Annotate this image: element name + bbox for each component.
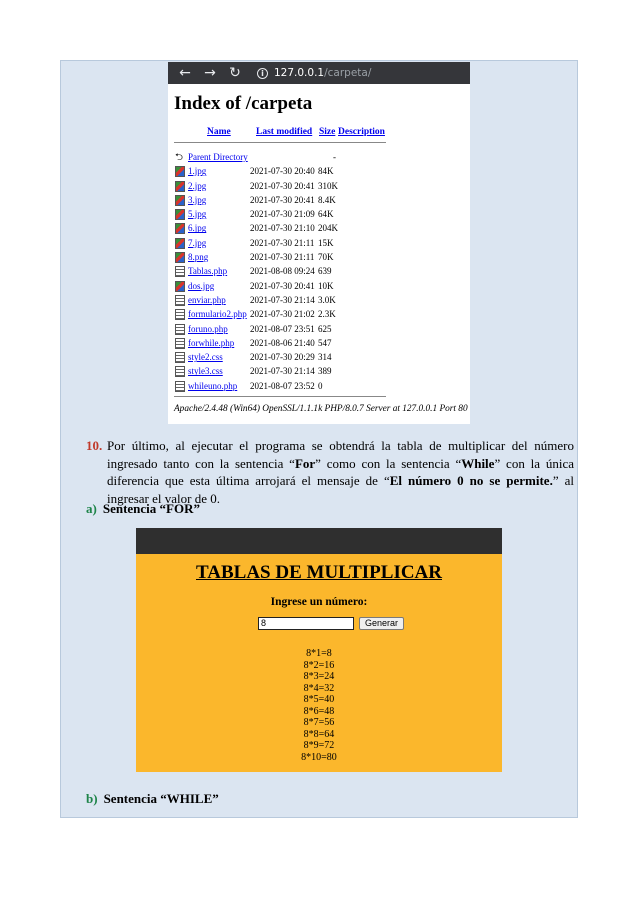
text-run: ” con la única diferencia que esta última arrojará el mensaje de “: [107, 455, 574, 488]
file-link[interactable]: whileuno.php: [188, 380, 238, 391]
file-row: [168, 193, 470, 207]
file-link[interactable]: Tablas.php: [188, 266, 228, 277]
file-link[interactable]: 7.jpg: [188, 237, 207, 248]
file-link[interactable]: formulario2.php: [188, 309, 247, 320]
results-list: [136, 648, 502, 763]
browser-top-bar: [136, 528, 502, 554]
file-list: [168, 150, 470, 393]
section-b-heading: [86, 791, 219, 807]
bold-run: For: [294, 455, 316, 471]
section-letter: b): [86, 791, 98, 806]
result-line: 8*7=56: [303, 717, 335, 728]
file-row: [168, 179, 470, 193]
parent-directory-link[interactable]: Parent Directory: [188, 152, 248, 162]
file-date: 2021-07-30 21:10: [250, 223, 315, 234]
text-run: Por último, al ejecutar el programa se obtendrá la tabla de multiplicar del número ingresado tanto con la sentencia “: [107, 438, 574, 471]
column-description-link[interactable]: Description: [338, 127, 385, 137]
file-row: [168, 293, 470, 307]
file-link[interactable]: 1.jpg: [188, 166, 207, 177]
file-link[interactable]: forwhile.php: [188, 337, 235, 348]
file-date: 2021-07-30 20:40: [250, 166, 315, 177]
text-run: ” al ingresar el valor de 0.: [107, 473, 574, 506]
file-size: 10K: [318, 280, 334, 291]
number-form: [258, 617, 404, 630]
url-host: 127.0.0.1: [274, 67, 325, 79]
file-date: 2021-07-30 20:41: [250, 280, 315, 291]
file-date: 2021-08-08 09:24: [250, 266, 315, 277]
result-line: 8*2=16: [303, 659, 335, 671]
text-file-icon: [175, 366, 185, 377]
file-size: 64K: [318, 209, 334, 220]
result-line: 8*10=80: [301, 751, 337, 763]
file-row: [168, 350, 470, 364]
forward-arrow-icon[interactable]: →: [204, 65, 216, 81]
file-size: 2.3K: [318, 309, 336, 320]
file-size: 0: [318, 380, 323, 391]
divider: [174, 142, 386, 143]
column-size-link[interactable]: Size: [319, 127, 336, 137]
bold-run: El número 0 no se permite.: [389, 473, 553, 488]
file-date: 2021-07-30 21:14: [250, 366, 315, 377]
file-row: [168, 364, 470, 378]
text-file-icon: [175, 352, 185, 363]
file-row: [168, 379, 470, 393]
text-file-icon: [175, 266, 185, 277]
file-link[interactable]: 2.jpg: [188, 180, 207, 191]
generate-button[interactable]: Generar: [359, 617, 404, 630]
file-row: [168, 164, 470, 178]
section-label: Sentencia “WHILE”: [103, 791, 219, 806]
index-title: Index of /carpeta: [174, 93, 313, 114]
image-icon: [175, 181, 185, 192]
file-link[interactable]: style3.css: [188, 366, 223, 377]
server-signature: Apache/2.4.48 (Win64) OpenSSL/1.1.1k PHP/8.0.7 Server at 127.0.0.1 Port 80: [174, 404, 468, 414]
file-date: 2021-07-30 21:11: [250, 252, 315, 263]
file-row: [168, 236, 470, 250]
back-arrow-icon: ⮌: [175, 152, 184, 163]
file-size: 389: [318, 366, 332, 377]
tables-app-screenshot: [136, 528, 502, 772]
item-10-paragraph: [86, 437, 574, 507]
image-icon: [175, 223, 185, 234]
file-date: 2021-07-30 20:41: [250, 180, 315, 191]
file-size: 547: [318, 337, 332, 348]
text-run: ” como con la sentencia “: [315, 455, 462, 471]
column-headers: [168, 127, 470, 143]
bold-run: While: [461, 455, 495, 471]
image-icon: [175, 281, 185, 292]
file-link[interactable]: foruno.php: [188, 323, 228, 334]
file-date: 2021-08-06 21:40: [250, 337, 315, 348]
file-size: 15K: [318, 237, 334, 248]
text-file-icon: [175, 338, 185, 349]
result-line: 8*4=32: [303, 682, 335, 694]
file-link[interactable]: style2.css: [188, 352, 223, 363]
file-link[interactable]: dos.jpg: [188, 280, 215, 291]
file-row: [168, 279, 470, 293]
file-size: 204K: [318, 223, 338, 234]
file-row: [168, 322, 470, 336]
section-letter: a): [86, 501, 97, 516]
result-line: 8*5=40: [303, 694, 335, 705]
text-file-icon: [175, 295, 185, 306]
number-input[interactable]: 8: [258, 617, 354, 630]
reload-icon[interactable]: ↻: [229, 65, 241, 81]
file-date: 2021-08-07 23:52: [250, 380, 315, 391]
item-10-text: [86, 437, 574, 507]
parent-size: -: [333, 152, 336, 162]
file-link[interactable]: 5.jpg: [188, 209, 207, 220]
file-date: 2021-08-07 23:51: [250, 323, 315, 334]
text-file-icon: [175, 309, 185, 320]
result-line: 8*9=72: [303, 740, 335, 751]
number-prompt: Ingrese un número:: [270, 596, 368, 608]
result-line: 8*3=24: [303, 671, 335, 682]
file-size: 639: [318, 266, 332, 277]
file-link[interactable]: 8.png: [188, 252, 209, 263]
section-label: Sentencia “FOR”: [102, 501, 200, 516]
result-line: 8*8=64: [303, 728, 335, 740]
section-a-heading: [86, 501, 200, 517]
file-row: [168, 207, 470, 221]
result-line: 8*6=48: [303, 705, 335, 717]
file-date: 2021-07-30 21:09: [250, 209, 315, 220]
file-size: 314: [318, 352, 332, 363]
file-date: 2021-07-30 21:11: [250, 237, 315, 248]
file-date: 2021-07-30 20:41: [250, 194, 315, 205]
image-icon: [175, 252, 185, 263]
column-modified-link[interactable]: Last modified: [256, 127, 313, 137]
file-row: [168, 336, 470, 350]
divider: [174, 396, 386, 397]
file-size: 310K: [318, 180, 338, 191]
image-icon: [175, 166, 185, 177]
directory-index-screenshot: [168, 62, 470, 424]
file-row: [168, 307, 470, 321]
file-size: 625: [318, 323, 332, 334]
item-number: 10.: [86, 438, 103, 453]
file-size: 3.0K: [318, 294, 336, 305]
image-icon: [175, 195, 185, 206]
file-link[interactable]: 3.jpg: [188, 194, 207, 205]
file-size: 8.4K: [318, 194, 336, 205]
file-row: [168, 221, 470, 235]
info-icon[interactable]: i: [257, 68, 268, 79]
file-link[interactable]: enviar.php: [188, 294, 226, 305]
image-icon: [175, 238, 185, 249]
file-date: 2021-07-30 21:14: [250, 294, 315, 305]
app-title: TABLAS DE MULTIPLICAR: [196, 562, 442, 583]
column-name-link[interactable]: Name: [207, 127, 231, 137]
back-arrow-icon[interactable]: ←: [179, 65, 191, 81]
image-icon: [175, 209, 185, 220]
result-line: 8*1=8: [306, 648, 332, 659]
browser-toolbar: [168, 62, 470, 84]
file-size: 70K: [318, 252, 334, 263]
address-bar[interactable]: [257, 67, 371, 79]
url-path: /carpeta/: [324, 67, 372, 79]
text-file-icon: [175, 324, 185, 335]
parent-directory-row: [168, 150, 470, 164]
text-file-icon: [175, 381, 185, 392]
file-link[interactable]: 6.jpg: [188, 223, 207, 234]
file-date: 2021-07-30 21:02: [250, 309, 315, 320]
file-row: [168, 264, 470, 278]
file-size: 84K: [318, 166, 334, 177]
file-row: [168, 250, 470, 264]
file-date: 2021-07-30 20:29: [250, 352, 315, 363]
